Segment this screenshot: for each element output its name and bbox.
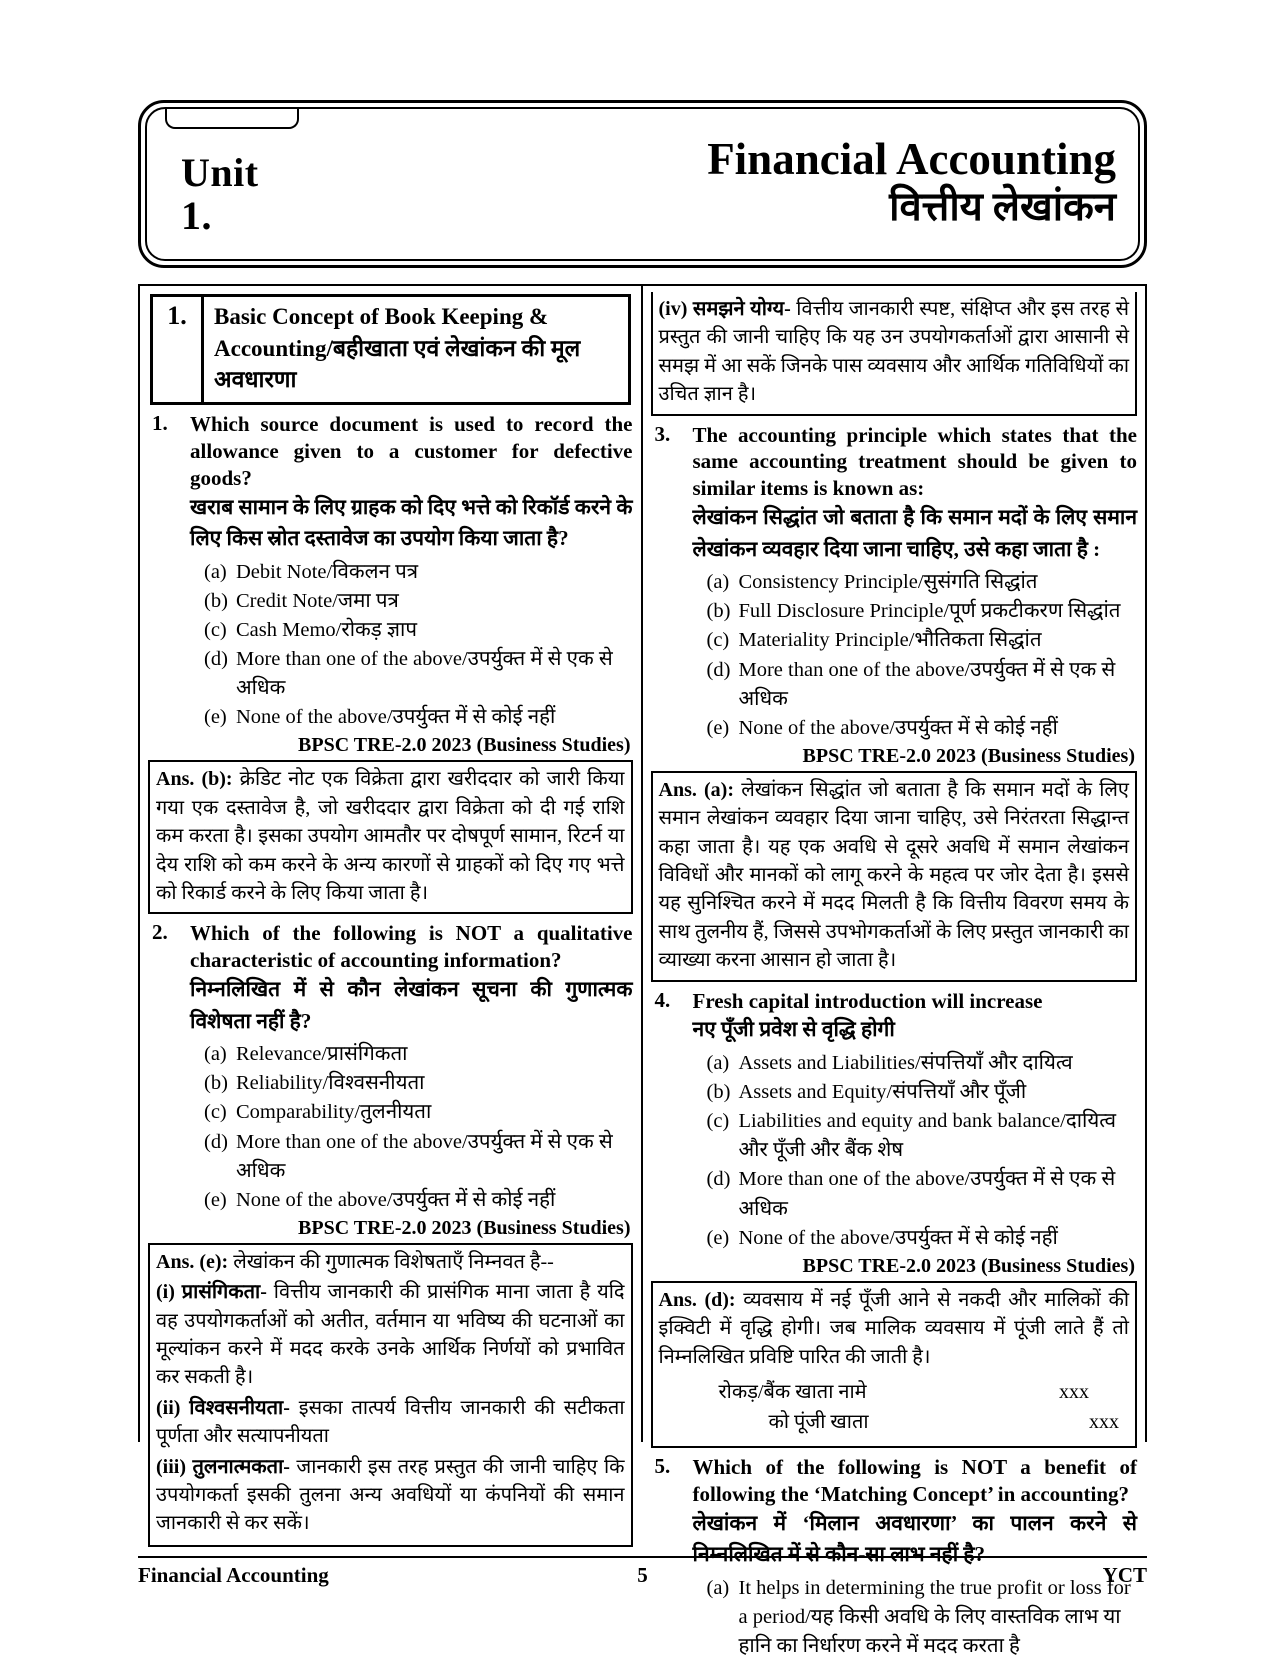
question-text-english: Which of the following is NOT a benefit of following the ‘Matching Concept’ in accounting? (692, 1454, 1137, 1506)
answer-box-continued (651, 292, 1138, 416)
option-text: Relevance/प्रासंगिकता (236, 1043, 408, 1066)
question-text-english: Fresh capital introduction will increase (692, 988, 1043, 1013)
option-key: (e) (204, 1188, 227, 1211)
banner-notch-decoration (165, 107, 299, 129)
answer-point-text: वित्तीय जानकारी की प्रासंगिक माना जाता है यदि वह उपयोगकर्ताओं को अतीत, वर्तमान या भविष्य की घटनाओं का मूल्यांकन करने में मदद करके उनके आर्थिक निर्णयों को प्रभावित कर सकती है। (156, 1281, 625, 1389)
option-key: (c) (706, 1110, 730, 1133)
option-key: (e) (204, 706, 227, 729)
option-row[interactable] (707, 1078, 1138, 1107)
exam-source-tag: BPSC TRE-2.0 2023 (Business Studies) (802, 1254, 1135, 1277)
option-text: More than one of the above/उपर्युक्त में से एक से अधिक (236, 648, 613, 700)
section-title: Basic Concept of Book Keeping & Accounting/बहीखाता एवं लेखांकन की मूल अवधारणा (214, 304, 581, 393)
answer-box (148, 1243, 633, 1547)
unit-word: Unit (181, 150, 259, 195)
answer-point-title: (i) प्रासंगिकता- (156, 1281, 267, 1304)
question-text-hindi: लेखांकन में ‘मिलान अवधारणा’ का पालन करने से निम्नलिखित में से कौन-सा लाभ नहीं है? (692, 1510, 1137, 1567)
option-text: More than one of the above/उपर्युक्त में से एक से अधिक (738, 1168, 1116, 1220)
option-key: (b) (706, 600, 731, 623)
option-text: Assets and Liabilities/संपत्तियाँ और दायित्व (738, 1051, 1073, 1074)
question-text-hindi: निम्नलिखित में से कौन लेखांकन सूचना की गुणात्मक विशेषता नहीं है? (190, 977, 633, 1033)
journal-entry-row (659, 1377, 1130, 1407)
option-row[interactable] (204, 587, 633, 616)
section-heading-box (150, 294, 631, 405)
option-text: Full Disclosure Principle/पूर्ण प्रकटीकरण सिद्धांत (738, 600, 1121, 623)
answer-point-title: (ii) विश्वसनीयता- (156, 1396, 290, 1419)
option-key: (a) (706, 1576, 730, 1599)
unit-header-inner (145, 107, 1140, 261)
exam-source-tag: BPSC TRE-2.0 2023 (Business Studies) (802, 744, 1135, 767)
option-row[interactable] (707, 656, 1138, 714)
question-body (190, 920, 633, 1239)
question-text-english: Which of the following is NOT a qualitative characteristic of accounting information? (190, 921, 633, 973)
unit-title-english: Financial Accounting (707, 134, 1116, 184)
option-row[interactable] (204, 558, 633, 587)
question-number: 2. (152, 920, 168, 945)
answer-label: Ans. (d): (658, 1288, 736, 1311)
unit-label (181, 151, 259, 237)
journal-entry-amount: xxx (1059, 1380, 1089, 1403)
option-key: (d) (204, 1130, 228, 1153)
option-key: (d) (204, 648, 228, 671)
option-key: (e) (706, 1226, 730, 1249)
option-row[interactable] (707, 597, 1138, 626)
question-item (148, 920, 633, 1239)
option-key: (c) (706, 629, 730, 652)
journal-entry (659, 1377, 1130, 1437)
answer-point (156, 1394, 625, 1451)
left-column (140, 286, 643, 1535)
option-text: Credit Note/जमा पत्र (236, 589, 399, 612)
option-row[interactable] (204, 1128, 633, 1186)
option-row[interactable] (707, 568, 1138, 597)
option-text: Reliability/विश्वसनीयता (236, 1072, 425, 1095)
question-text-hindi: खराब सामान के लिए ग्राहक को दिए भत्ते को रिकॉर्ड करने के लिए किस स्रोत दस्तावेज का उपयोग किया जाता है? (190, 494, 633, 551)
question-number: 5. (654, 1453, 671, 1478)
option-text: None of the above/उपर्युक्त में से कोई नहीं (236, 706, 556, 729)
question-options (190, 558, 633, 733)
option-row[interactable] (707, 626, 1138, 655)
answer-point-title: (iv) समझने योग्य- (658, 298, 791, 320)
option-text: Consistency Principle/सुसंगति सिद्धांत (738, 571, 1038, 594)
option-row[interactable] (707, 1049, 1138, 1078)
footer-left-title: Financial Accounting (138, 1563, 329, 1587)
question-text-english: The accounting principle which states that the same accounting treatment should be given to similar items is known as: (692, 422, 1137, 501)
option-key: (b) (706, 1081, 731, 1104)
option-text: Materiality Principle/भौतिकता सिद्धांत (738, 629, 1042, 652)
option-row[interactable] (707, 1224, 1138, 1253)
option-text: None of the above/उपर्युक्त में से कोई नहीं (738, 716, 1058, 739)
answer-point-title: (iii) तुलनात्मकता- (156, 1455, 290, 1478)
unit-number: 1. (181, 193, 212, 239)
question-item (651, 422, 1138, 768)
answer-label: Ans. (e): (156, 1250, 229, 1273)
question-text-english: Which source document is used to record the allowance given to a customer for defective goods? (190, 412, 633, 490)
answer-point-text: वित्तीय जानकारी स्पष्ट, संक्षिप्त और इस तरह से प्रस्तुत की जानी चाहिए कि यह उन उपयोगकर्ताओं द्वारा आसानी से समझ में आ सकें जिनके पास व्यवसाय और आर्थिक गतिविधियों का उचित ज्ञान है। (658, 298, 1129, 406)
option-key: (c) (204, 619, 227, 642)
answer-point-text: इसका तात्पर्य वित्तीय जानकारी की सटीकता पूर्णता और सत्यापनीयता (156, 1396, 625, 1448)
question-text-hindi: नए पूँजी प्रवेश से वृद्धि होगी (692, 1017, 895, 1042)
question-item (651, 988, 1138, 1278)
option-row[interactable] (204, 645, 633, 703)
option-text: It helps in determining the true profit or loss for a period/यह किसी अवधि के लिए वास्तविक लाभ या हानि का निर्धारण करने में मदद करता है (738, 1576, 1131, 1657)
journal-entry-row (659, 1407, 1130, 1437)
option-key: (e) (706, 716, 730, 739)
question-number: 4. (654, 987, 671, 1012)
section-number: 1. (153, 297, 204, 402)
option-key: (a) (706, 571, 730, 594)
option-row[interactable] (707, 714, 1138, 743)
option-key: (a) (204, 1043, 227, 1066)
answer-intro-text: लेखांकन की गुणात्मक विशेषताएँ निम्नवत है-- (233, 1250, 554, 1273)
option-key: (d) (706, 1168, 731, 1191)
answer-text: लेखांकन सिद्धांत जो बताता है कि समान मदों के लिए समान लेखांकन व्यवहार दिया जाना चाहिए, उसे निरंतरता सिद्धान्त कहा जाता है। यह एक अवधि से दूसरे अवधि में समान लेखांकन विविधों और मानकों को लागू करने के महत्व पर जोर देता है। इससे यह सुनिश्चित करने में मदद मिलती है कि वित्तीय विवरण समय के साथ तुलनीय हैं, जिससे उपभोगकर्ताओं के लिए प्रस्तुत जानकारी का व्याख्या करना आसान हो जाता है। (658, 778, 1129, 972)
journal-entry-label: को पूंजी खाता (768, 1410, 869, 1433)
answer-intro-line (156, 1248, 625, 1276)
option-row[interactable] (204, 703, 633, 732)
option-key: (b) (204, 589, 228, 612)
question-item (148, 411, 633, 757)
option-row[interactable] (204, 1098, 633, 1127)
answer-text: व्यवसाय में नई पूँजी आने से नकदी और मालिकों की इक्विटी में वृद्धि होगी। जब मालिक व्यवसाय में पूंजी लाते हैं तो निम्नलिखित प्रविष्टि पारित की जाती है। (658, 1288, 1130, 1368)
option-row[interactable] (707, 1107, 1138, 1165)
question-options (693, 568, 1138, 743)
option-text: Liabilities and equity and bank balance/दायित्व और पूँजी और बैंक शेष (738, 1110, 1117, 1162)
option-text: None of the above/उपर्युक्त में से कोई नहीं (236, 1188, 556, 1211)
answer-box (651, 771, 1138, 982)
option-row[interactable] (204, 1186, 633, 1215)
option-row[interactable] (204, 1069, 633, 1098)
option-text: Debit Note/विकलन पत्र (236, 560, 419, 583)
exam-source-tag: BPSC TRE-2.0 2023 (Business Studies) (298, 734, 631, 757)
page-footer (138, 1556, 1147, 1588)
option-text: Comparability/तुलनीयता (236, 1101, 432, 1124)
question-number: 1. (152, 411, 168, 436)
option-text: None of the above/उपर्युक्त में से कोई नहीं (738, 1226, 1058, 1249)
option-row[interactable] (204, 616, 633, 645)
answer-label: Ans. (a): (658, 778, 735, 801)
unit-title-hindi: वित्तीय लेखांकन (889, 183, 1116, 229)
option-key: (a) (204, 560, 227, 583)
option-key: (b) (204, 1072, 228, 1095)
journal-entry-label: रोकड़/बैंक खाता नामे (718, 1380, 867, 1403)
option-text: Assets and Equity/संपत्तियाँ और पूँजी (738, 1081, 1027, 1104)
journal-entry-amount: xxx (1089, 1410, 1119, 1433)
option-key: (d) (706, 658, 731, 681)
unit-header-banner (138, 100, 1147, 268)
option-text: More than one of the above/उपर्युक्त में से एक से अधिक (738, 658, 1116, 710)
option-key: (c) (204, 1101, 227, 1124)
question-options (190, 1040, 633, 1215)
answer-point-text: जानकारी इस तरह प्रस्तुत की जानी चाहिए कि उपयोगकर्ता इसकी तुलना अन्य अवधियों या कंपनियों की समान जानकारी से कर सकें। (156, 1455, 625, 1535)
option-text: More than one of the above/उपर्युक्त में से एक से अधिक (236, 1130, 613, 1182)
option-row[interactable] (707, 1165, 1138, 1223)
answer-point (156, 1453, 625, 1538)
footer-page-number: 5 (637, 1563, 648, 1587)
footer-publisher: YCT (1102, 1563, 1147, 1587)
question-options (693, 1049, 1138, 1253)
unit-title (707, 135, 1116, 230)
option-text: Cash Memo/रोकड़ ज्ञाप (236, 619, 417, 642)
option-row[interactable] (204, 1040, 633, 1069)
question-number: 3. (654, 421, 671, 446)
answer-box (651, 1281, 1138, 1448)
answer-point (156, 1278, 625, 1392)
answer-text: क्रेडिट नोट एक विक्रेता द्वारा खरीददार को जारी किया गया एक दस्तावेज है, जो खरीददार द्वारा विक्रेता को दी गई राशि कम करता है। इसका उपयोग आमतौर पर दोषपूर्ण सामान, रिटर्न या देय राशि को कम करने के अन्य कारणों से ग्राहकों को दिए गए भत्ते को रिकार्ड करने के लिए किया जाता है। (156, 768, 625, 905)
exam-source-tag: BPSC TRE-2.0 2023 (Business Studies) (298, 1216, 631, 1239)
question-body (693, 988, 1138, 1278)
answer-label: Ans. (b): (156, 768, 233, 791)
question-body (693, 422, 1138, 768)
question-text-hindi: लेखांकन सिद्धांत जो बताता है कि समान मदों के लिए समान लेखांकन व्यवहार दिया जाना चाहिए, उसे कहा जाता है : (692, 505, 1137, 561)
answer-box (148, 760, 633, 914)
question-body (190, 411, 633, 757)
option-key: (a) (706, 1051, 730, 1074)
